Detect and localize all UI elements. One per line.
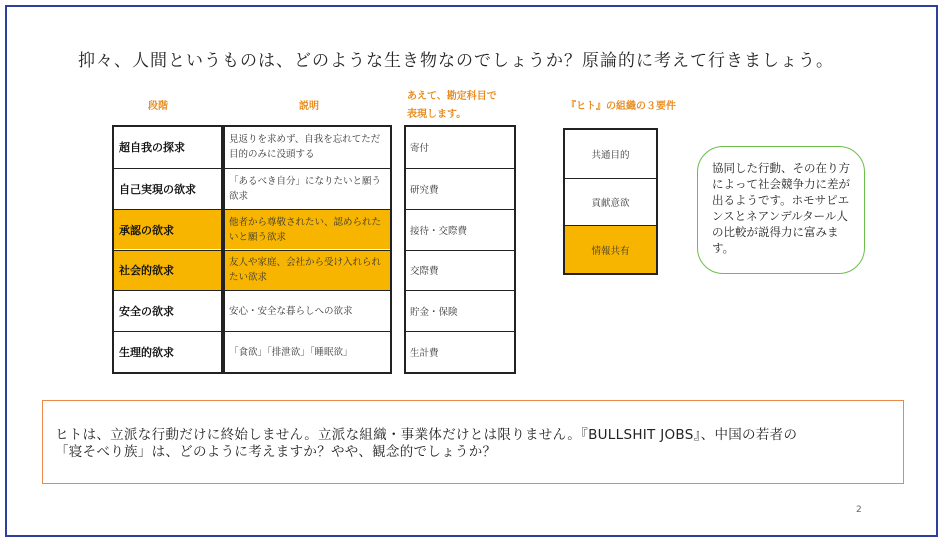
requirements-box [563,128,658,275]
page-number: 2 [856,505,862,515]
stage-cell: 社会的欲求 [114,250,221,291]
account-cell: 生計費 [406,331,514,372]
account-cell: 研究費 [406,168,514,209]
account-cell: 交際費 [406,250,514,291]
description-cell: 他者から尊敬されたい、認められたいと願う欲求 [225,209,390,250]
requirement-item: 共通目的 [591,149,630,161]
stage-column-header: 段階 [148,101,168,112]
account-cell: 貯金・保険 [406,290,514,331]
stage-cell: 生理的欲求 [114,331,221,372]
requirements-header: 『ヒト』の組織の３要件 [566,101,676,112]
stage-column [112,125,223,374]
description-cell: 友人や家庭、会社から受け入れられたい欲求 [225,250,390,291]
question-line-2: 「寝そべり族」は、どのように考えますか？やや、観念的でしょうか？ [55,444,497,460]
requirement-item: 貢献意欲 [565,178,656,226]
slide-headline: 抑々、人間というものは、どのような生き物なのでしょうか？原論的に考えて行きましょう。 [78,51,834,71]
description-column [223,125,392,374]
account-cell: 接待・交際費 [406,209,514,250]
question-line-1: ヒトは、立派な行動だけに終始しません。立派な組織・事業体だけとは限りません。『BULLSHIT JOBS』、中国の若者の [55,427,798,443]
account-header-line2: 表現します。 [407,109,467,120]
stage-cell: 承認の欲求 [114,209,221,250]
discussion-question-box [42,400,904,484]
account-column-header [407,88,497,124]
requirement-item: 情報共有 [565,225,656,273]
account-header-line1: あえて、勘定科目で [407,91,497,102]
description-cell: 「食欲」「排泄欲」「睡眠欲」 [225,331,390,372]
account-column [404,125,516,374]
description-cell: 見返りを求めず、自我を忘れてただ目的のみに没頭する [229,134,381,161]
stage-cell: 超自我の探求 [119,141,185,155]
note-bubble: 協同した行動、その在り方によって社会競争力に差が出るようです。ホモサピエンスとネアンデルタール人の比較が説得力に富みます。 [697,146,865,274]
description-column-header: 説明 [299,101,319,112]
description-cell: 「あるべき自分」になりたいと願う欲求 [225,168,390,209]
description-cell: 安心・安全な暮らしへの欲求 [225,290,390,331]
account-cell: 寄付 [410,143,430,155]
stage-cell: 自己実現の欲求 [114,168,221,209]
stage-cell: 安全の欲求 [114,290,221,331]
